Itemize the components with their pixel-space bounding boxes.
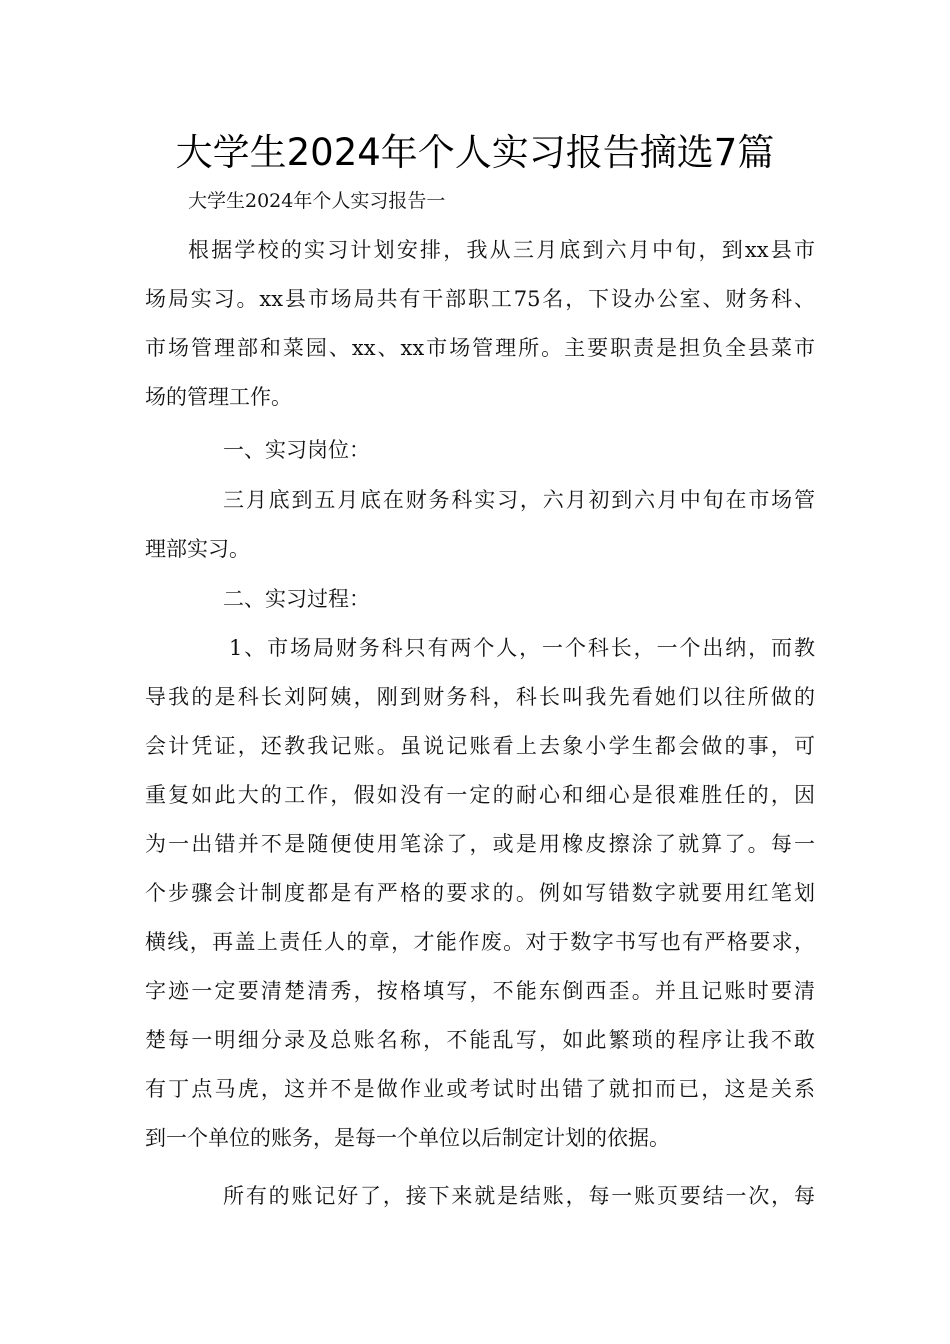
text-line: 导我的是科长刘阿姨，刚到财务科，科长叫我先看她们以往所做的 bbox=[145, 685, 815, 709]
text-line: 一、实习岗位： bbox=[223, 438, 370, 462]
text-line: 为一出错并不是随便使用笔涂了，或是用橡皮擦涂了就算了。每一 bbox=[145, 832, 815, 856]
paragraph-process bbox=[145, 624, 815, 1163]
text-line: 重复如此大的工作，假如没有一定的耐心和细心是很难胜任的，因 bbox=[145, 783, 815, 807]
text-line: 场的管理工作。 bbox=[145, 385, 292, 409]
paragraph-intro bbox=[145, 226, 815, 422]
text-line: 三月底到五月底在财务科实习，六月初到六月中旬在市场管 bbox=[223, 488, 815, 512]
text-line: 1、市场局财务科只有两个人，一个科长，一个出纳，而教 bbox=[229, 636, 815, 660]
text-line: 场局实习。xx县市场局共有干部职工75名，下设办公室、财务科、 bbox=[145, 287, 815, 311]
text-line: 到一个单位的账务，是每一个单位以后制定计划的依据。 bbox=[145, 1126, 670, 1150]
text-line: 市场管理部和菜园、xx、xx市场管理所。主要职责是担负全县菜市 bbox=[145, 336, 815, 360]
text-line: 有丁点马虎，这并不是做作业或考试时出错了就扣而已，这是关系 bbox=[145, 1077, 815, 1101]
paragraph-position bbox=[145, 476, 815, 574]
text-line: 根据学校的实习计划安排，我从三月底到六月中旬，到xx县市 bbox=[188, 238, 815, 262]
text-line: 会计凭证，还教我记账。虽说记账看上去象小学生都会做的事，可 bbox=[145, 734, 815, 758]
paragraph-closing bbox=[145, 1172, 815, 1221]
document-subtitle: 大学生2024年个人实习报告一 bbox=[188, 190, 446, 212]
section-heading-process bbox=[145, 575, 815, 624]
document-title: 大学生2024年个人实习报告摘选7篇 bbox=[175, 131, 775, 174]
text-line: 个步骤会计制度都是有严格的要求的。例如写错数字就要用红笔划 bbox=[145, 881, 815, 905]
text-line: 所有的账记好了，接下来就是结账，每一账页要结一次，每 bbox=[223, 1184, 815, 1208]
text-line: 横线，再盖上责任人的章，才能作废。对于数字书写也有严格要求， bbox=[145, 930, 815, 954]
text-line: 楚每一明细分录及总账名称，不能乱写，如此繁琐的程序让我不敢 bbox=[145, 1028, 815, 1052]
text-line: 二、实习过程： bbox=[223, 587, 370, 611]
text-line: 理部实习。 bbox=[145, 537, 250, 561]
section-heading-position bbox=[145, 426, 815, 475]
text-line: 字迹一定要清楚清秀，按格填写，不能东倒西歪。并且记账时要清 bbox=[145, 979, 815, 1003]
